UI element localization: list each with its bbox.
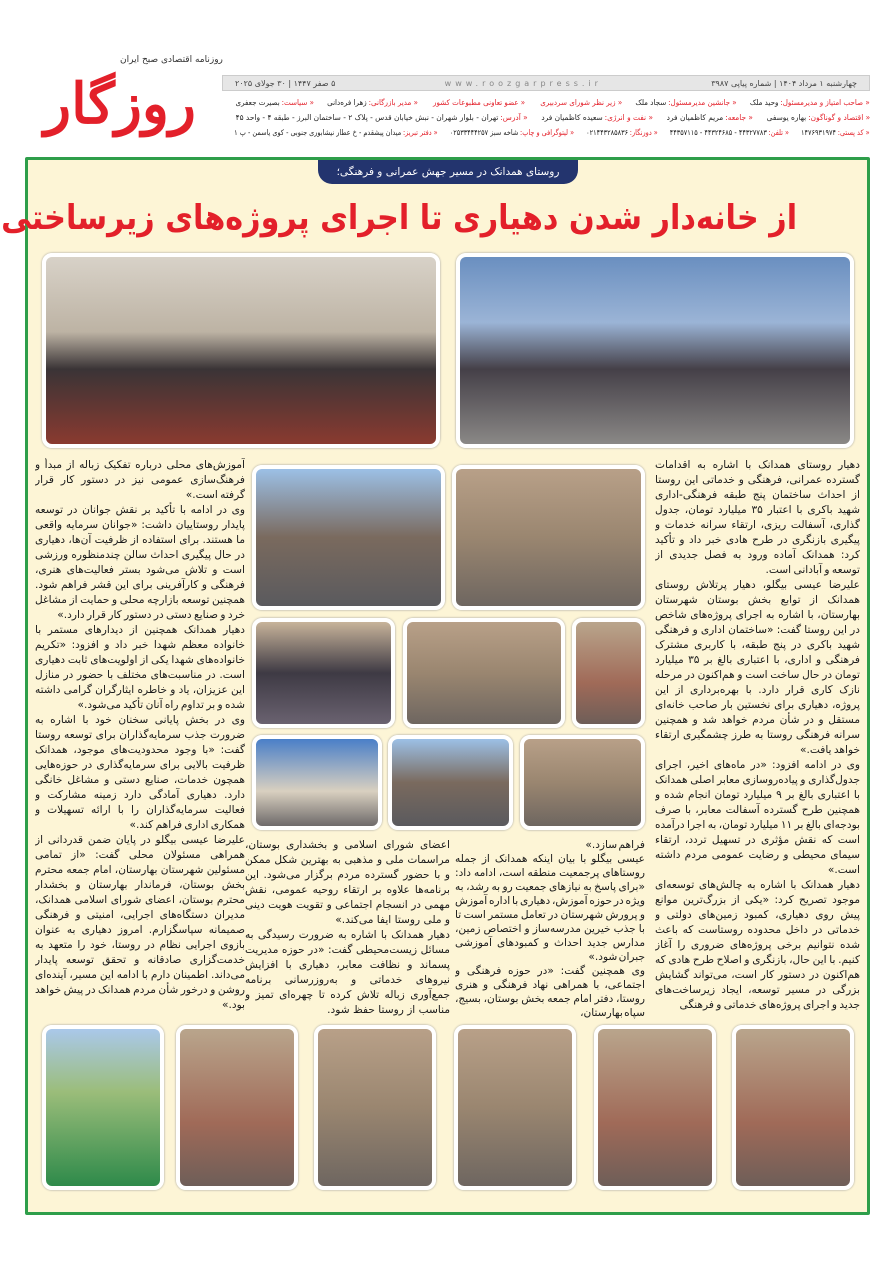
- credit-name: سعیده کاظمیان فرد: [541, 113, 603, 122]
- credit-name: شاخه سبز ۰۲۵۳۳۴۴۴۲۵۷: [450, 128, 519, 137]
- date-other: ۵ صفر ۱۴۴۷ | ۳۰ جولای ۲۰۲۵: [235, 78, 336, 88]
- credit-role: « عضو تعاونی مطبوعات کشور: [433, 98, 526, 107]
- paragraph: علیرضا عیسی بیگلو در پایان ضمن قدردانی از همراهی مسئولان محلی گفت: «از تمامی مسئولین شهرستان بهارستان، امام جمعه محترم بخش بوستان، فرماندار بهارستان و بخشدار محترم بوستان، اعضای شورای اسلامی همدانک، مدیران دستگاه‌های اجرایی، امنیتی و فرهنگی صمیمانه سپاسگزارم. امروز دهیاری به عنوان بازوی اجرایی نظام در روستا، خود را متعهد به خدمت‌گزاری صادقانه و تحقق توسعه پایدار می‌داند. اطمینان دارم با ادامه این مسیر، آینده‌ای روشن و درخور شأن مردم همدانک در پیش خواهد بود.»: [35, 834, 245, 1011]
- credit-role: « آدرس:: [500, 113, 528, 122]
- paragraph: وی در ادامه افزود: «در ماه‌های اخیر، اجرای جدول‌گذاری و پیاده‌روسازی معابر اصلی همدانک با اعتباری بالغ بر ۹ میلیارد تومان انجام شده و همچنین طرح گسترده آسفالت معابر، با صرف بودجه‌ای بالغ بر ۱۱ میلیارد تومان، به اجرا درآمده است که نقش مؤثری در تسهیل تردد، ارتقاء سیمای محیطی و رضایت عمومی مردم داشته است.»: [655, 759, 860, 876]
- column-left: [35, 458, 245, 1020]
- credit-name: زهرا فره‌دانی: [327, 98, 367, 107]
- credit-name: ۰۲۱۴۴۳۲۸۵۸۳۶: [586, 128, 629, 137]
- article-kicker: روستای همدانک در مسیر جهش عمرانی و فرهنگی؛: [318, 160, 578, 184]
- column-mid-left: [245, 838, 450, 1020]
- credit-role: « صاحب امتیاز و مدیرمسئول:: [780, 98, 870, 107]
- photo-bottom-4: [454, 1025, 576, 1190]
- credit-role: « جامعه:: [725, 113, 753, 122]
- paragraph: اعضای شورای اسلامی و بخشداری بوستان، مراسمات ملی و مذهبی به بهترین شکل ممکن و با حضور گسترده مردم برگزار می‌شود. این برنامه‌ها علاوه بر ارتقاء روحیه عمومی، نقش مهمی در انسجام اجتماعی و تقویت هویت دینی و ملی روستا ایفا می‌کند.»: [245, 839, 450, 926]
- logo-text: روزگار: [44, 71, 196, 137]
- paragraph: وی در ادامه با تأکید بر نقش جوانان در توسعه پایدار روستاییان داشت: «جوانان سرمایه واقعی ما هستند. برای استفاده از ظرفیت آن‌ها، دهیاری در حال پیگیری احداث سالن چندمنظوره ورزشی است و تلاش می‌شود بستر فعالیت‌های هنری، فرهنگی و کارآفرینی برای این قشر فراهم شود. همچنین توسعه بازارچه محلی و حمایت از مشاغل خرد و صنایع دستی در دستور کار قرار دارد.»: [35, 504, 245, 621]
- credit-item: [430, 98, 526, 107]
- photo-street-2: [388, 735, 513, 830]
- paragraph: عیسی بیگلو با بیان اینکه همدانک از جمله روستاهای پرجمعیت منطقه است، ادامه داد: «برای پاسخ به نیازهای جمعیت رو به رشد، به ویژه در حوزه آموزش، دهیاری با اداره آموزش و پرورش شهرستان در تعامل مستمر است تا با جذب خیرین مدرسه‌ساز و اختصاص زمین، مدارس جدید احداث و کمبودهای آموزشی جبران شود.»: [455, 853, 645, 963]
- photo-alley: [572, 618, 645, 728]
- photo-bottom-3: [314, 1025, 436, 1190]
- credit-role: « جانشین مدیرمسئول:: [668, 98, 737, 107]
- credit-item: [537, 98, 623, 107]
- photo-ceremony: [252, 735, 382, 830]
- photo-curb-works: [452, 465, 645, 610]
- credit-item: [748, 98, 870, 107]
- credit-role: « لیتوگرافی و چاپ:: [520, 128, 575, 137]
- credit-name: مریم کاظمیان فرد: [666, 113, 724, 122]
- paragraph: دهیار روستای همدانک با اشاره به اقدامات گسترده عمرانی، فرهنگی و خدماتی این روستا از احداث ساختمان پنج طبقه فرهنگی-اداری شهید باکری با اعتبار ۳۵ میلیارد تومان، جدول گذاری، آسفالت ریزی، ارتقاء سرانه خدمات و پیگیری بازنگری در طرح هادی خبر داد و تأکید کرد: همدانک آماده ورود به فصل جدیدی از توسعه و آبادانی است.: [655, 459, 860, 576]
- credit-role: « دورنگار:: [630, 128, 659, 137]
- credit-name: سجاد ملک: [635, 98, 667, 107]
- photo-meeting: [252, 618, 395, 728]
- paragraph: دهیار همدانک با اشاره به چالش‌های توسعه‌ای موجود تصریح کرد: «یکی از بزرگ‌ترین موانع پیش روی دهیاری، کمبود زمین‌های دولتی و خدماتی در داخل محدوده روستاست که باعث شده نتوانیم برخی پروژه‌های ضروری را آغاز کنیم. با این حال، بازنگری و اصلاح طرح هادی که هم‌اکنون در دستور کار است، می‌تواند گشایش بزرگی در مسیر توسعه، ایجاد زیرساخت‌های جدید و اجرای پروژه‌های خدماتی و فرهنگی: [655, 879, 860, 1011]
- masthead-date-bar: [222, 75, 870, 91]
- credit-role: « نفت و انرژی:: [604, 113, 653, 122]
- column-right: [655, 458, 860, 1020]
- credit-item: [765, 113, 870, 122]
- credit-item: [234, 98, 314, 107]
- credit-item: [800, 128, 870, 137]
- credit-item: [233, 113, 527, 122]
- article-title: از خانه‌دار شدن دهیاری تا اجرای پروژه‌های زیرساختی: [0, 198, 797, 238]
- credit-item: [448, 128, 574, 137]
- credit-role: « کد پستی:: [838, 128, 870, 137]
- photo-asphalt-street: [403, 618, 565, 728]
- credit-item: [233, 128, 438, 137]
- credit-name: بصیرت جعفری: [235, 98, 281, 107]
- column-mid-right: [455, 838, 645, 1020]
- paragraph: دهیار همدانک همچنین از دیدارهای مستمر با خانواده معظم شهدا خبر داد و افزود: «تکریم خانواده‌های شهدا یکی از اولویت‌های ثابت دهیاری است. در مناسبت‌های مختلف با حضور در منازل این عزیزان، یاد و خاطره ایثارگران گرامی داشته شده و بر تداوم راه آنان تأکید می‌شود.»: [35, 624, 245, 711]
- masthead-tagline: روزنامه اقتصادی صبح ایران: [120, 55, 223, 65]
- credit-role: « تلفن:: [768, 128, 790, 137]
- credits-line: [222, 110, 870, 125]
- credit-item: [668, 128, 789, 137]
- paragraph: آموزش‌های محلی درباره تفکیک زباله از مبدأ و فرهنگ‌سازی عمومی نیز در دستور کار قرار گرفته است.»: [35, 459, 245, 501]
- website-url: www.roozgarpress.ir: [444, 78, 602, 88]
- credit-item: [326, 98, 419, 107]
- paragraph: فراهم سازد.»: [585, 839, 645, 851]
- credit-name: بهاره یوسفی: [766, 113, 807, 122]
- masthead-credits: [222, 95, 870, 140]
- credit-role: « مدیر بازرگانی:: [368, 98, 419, 107]
- paragraph: دهیار همدانک با اشاره به ضرورت رسیدگی به مسائل زیست‌محیطی گفت: «در حوزه مدیریت پسماند و نظافت معابر، دهیاری با افزایش نیروهای خدماتی و به‌روزرسانی برنامه جمع‌آوری زباله تلاش کرده تا چهره‌ای تمیز و مناسب از روستا حفظ شود.: [245, 929, 450, 1016]
- credit-name: تهران - بلوار شهران - نبش خیابان قدس - پلاک ۲ - ساختمان البرز - طبقه ۴ - واحد ۴۵: [235, 113, 499, 122]
- credit-name: ۴۴۳۲۷۷۸۳ - ۴۴۳۲۴۶۸۵ - ۴۴۳۵۷۱۱۵: [670, 128, 768, 137]
- paragraph: وی در بخش پایانی سخنان خود با اشاره به ضرورت جذب سرمایه‌گذاران برای توسعه روستا گفت: «با وجود محدودیت‌های موجود، همدانک ظرفیت بالایی برای سرمایه‌گذاری در حوزه‌هایی همچون خدمات، صنایع دستی و مشاغل خانگی دارد. دهیاری آمادگی دارد زمینه مشارکت و فعالیت سرمایه‌گذاران را با ارائه تسهیلات و همکاری اداری فراهم کند.»: [35, 714, 245, 831]
- photo-bottom-6: [732, 1025, 854, 1190]
- credit-item: [539, 113, 653, 122]
- photo-sports-field: [42, 1025, 164, 1190]
- photo-officials-indoor: [42, 253, 440, 448]
- photo-street-3: [520, 735, 645, 830]
- credit-role: « سیاست:: [281, 98, 315, 107]
- photo-bottom-2: [176, 1025, 298, 1190]
- credit-name: ۱۴۷۶۹۳۱۹۷۴: [801, 128, 837, 137]
- credit-item: [585, 128, 658, 137]
- credits-line: [223, 95, 870, 110]
- article-title-wrap: [0, 190, 846, 248]
- credit-name: میدان پیشقدم - خ عطار نیشابوری جنوبی - کوی یاسمن - پ ۱: [234, 128, 402, 137]
- paragraph: علیرضا عیسی بیگلو، دهیار پرتلاش روستای همدانک از توابع بخش بوستان شهرستان بهارستان، با اشاره به اجرای پروژه‌های شاخص در این روستا گفت: «ساختمان اداری و فرهنگی شهید باکری در پنج طبقه، با کاربری مشترک فرهنگی و اداری، با اعتباری بالغ بر ۳۵ میلیارد تومان در حال ساخت است و هم‌اکنون در مرحله نازک کاری قرار دارد. با بهره‌برداری از این پروژه، دهیاری برای نخستین بار صاحب خانه‌ای مستقل و در شأن مردم خواهد شد و همچنین سرانه فرهنگی روستا به طرز چشمگیری ارتقاء خواهد یافت.»: [655, 579, 860, 756]
- photo-officials-street: [456, 253, 854, 448]
- paragraph: وی همچنین گفت: «در حوزه فرهنگی و اجتماعی، با همراهی نهاد فرهنگی و هنری روستا، دفتر امام جمعه بخش بوستان، بسیج، سپاه بهارستان،: [455, 965, 645, 1019]
- credit-role: « اقتصاد و گوناگون:: [808, 113, 870, 122]
- credits-line: [223, 125, 870, 140]
- credit-item: [665, 113, 753, 122]
- credit-role: « زیر نظر شورای سردبیری: [540, 98, 623, 107]
- photo-bottom-5: [594, 1025, 716, 1190]
- credit-role: « دفتر تبریز:: [403, 128, 439, 137]
- credit-name: وحید ملک: [750, 98, 779, 107]
- date-persian: چهارشنبه ۱ مرداد ۱۴۰۴ | شماره پیاپی ۳۹۸۷: [711, 78, 857, 88]
- credit-item: [634, 98, 737, 107]
- photo-building-construction: [252, 465, 445, 610]
